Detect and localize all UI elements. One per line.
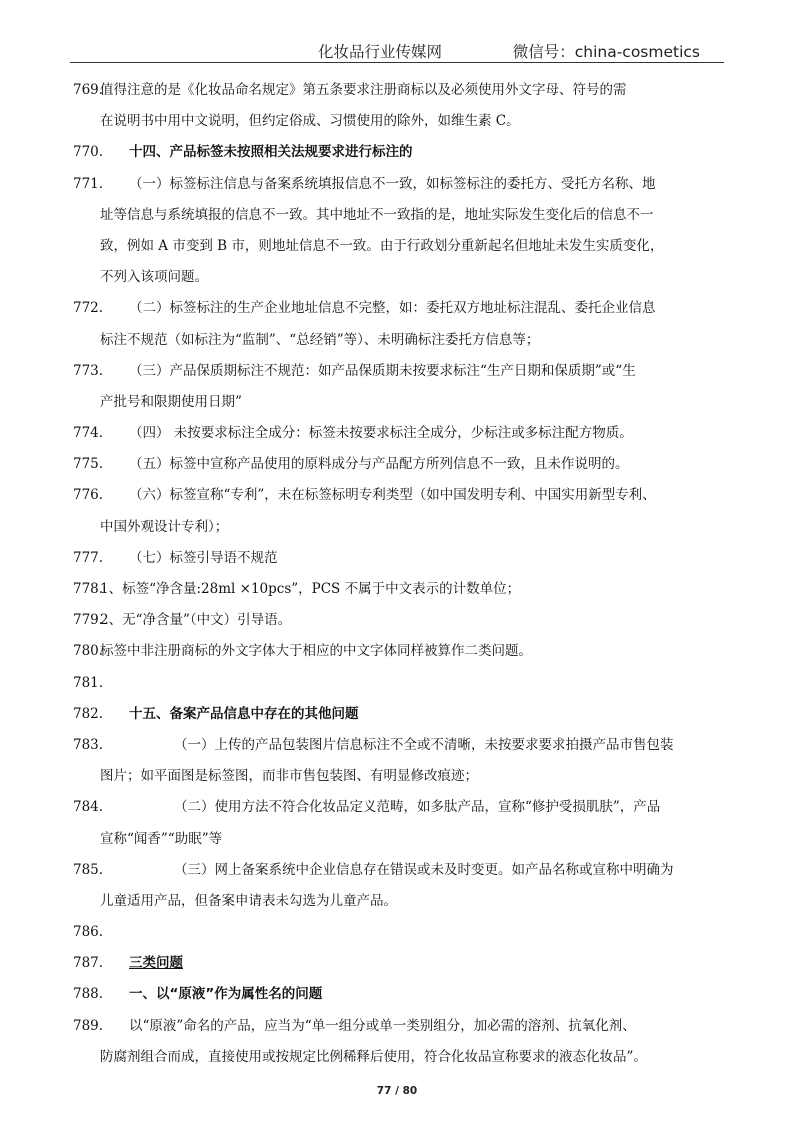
line-text: （七）标签引导语不规范 — [129, 549, 278, 566]
document-line — [0, 106, 794, 137]
line-text: 致，例如 A 市变到 B 市，则地址信息不一致。由于行政划分重新起名但地址未发生实质变化， — [100, 237, 664, 254]
document-line — [0, 605, 794, 636]
line-number: 773. — [73, 362, 104, 379]
line-text: 1、标签“净含量:28ml ×10pcs”，PCS 不属于中文表示的计数单位； — [100, 581, 521, 597]
document-line — [0, 231, 794, 262]
line-text: 防腐剂组合而成，直接使用或按规定比例稀释后使用，符合化妆品宣称要求的液态化妆品”。 — [100, 1048, 647, 1065]
line-text: （三）产品保质期标注不规范：如产品保质期未按要求标注“生产日期和保质期”或“生 — [129, 362, 636, 379]
line-number: 770. — [73, 144, 104, 161]
line-number: 789. — [73, 1017, 104, 1034]
document-line — [0, 730, 794, 761]
line-number: 781. — [73, 674, 104, 691]
line-number: 771. — [73, 175, 104, 192]
line-number: 778. — [73, 581, 104, 597]
document-line — [0, 262, 794, 293]
line-text: 值得注意的是《化妆品命名规定》第五条要求注册商标以及必须使用外文字母、符号的需 — [100, 82, 627, 98]
document-line — [0, 449, 794, 480]
line-text: （二）使用方法不符合化妆品定义范畴，如多肽产品，宣称“修护受损肌肤”，产品 — [174, 799, 661, 816]
page-number: 77 — [376, 1085, 392, 1097]
document-line — [0, 543, 794, 574]
document-line — [0, 636, 794, 667]
document-line — [0, 948, 794, 979]
line-text: 不列入该项问题。 — [100, 269, 208, 286]
line-text: （五）标签中宣称产品使用的原料成分与产品配方所列信息不一致，且未作说明的。 — [129, 456, 629, 473]
line-text: （一）标签标注信息与备案系统填报信息不一致，如标签标注的委托方、受托方名称、地 — [129, 175, 656, 192]
line-number: 772. — [73, 300, 104, 317]
page-header — [70, 38, 724, 63]
line-number: 780. — [73, 643, 104, 660]
line-number: 775. — [73, 456, 104, 473]
line-text: 标签中非注册商标的外文字体大于相应的中文字体同样被算作二类问题。 — [100, 643, 532, 660]
document-line — [0, 761, 794, 792]
line-text: 儿童适用产品，但备案申请表未勾选为儿童产品。 — [100, 892, 397, 909]
line-text: （四） 未按要求标注全成分：标签未按要求标注全成分，少标注或多标注配方物质。 — [129, 425, 633, 442]
document-line — [0, 574, 794, 605]
document-line — [0, 169, 794, 200]
line-text: （一）上传的产品包装图片信息标注不全或不清晰，未按要求要求拍摄产品市售包装 — [174, 736, 674, 753]
line-text: （三）网上备案系统中企业信息存在错误或未及时变更。如产品名称或宣称中明确为 — [174, 861, 674, 878]
document-line — [0, 325, 794, 356]
document-line — [0, 1042, 794, 1073]
section-heading: 十四、产品标签未按照相关法规要求进行标注的 — [129, 144, 413, 161]
document-line — [0, 356, 794, 387]
document-line — [0, 668, 794, 699]
document-line — [0, 979, 794, 1010]
section-heading: 三类问题 — [129, 955, 183, 972]
document-line — [0, 480, 794, 511]
line-text: 宣称“闻香”“助眠”等 — [100, 830, 223, 847]
line-number: 788. — [73, 986, 104, 1003]
line-text: （六）标签宣称“专利”，未在标签标明专利类型（如中国发明专利、中国实用新型专利、 — [129, 487, 656, 504]
section-heading: 十五、备案产品信息中存在的其他问题 — [129, 705, 359, 722]
document-line — [0, 75, 794, 106]
line-text: 图片；如平面图是标签图，而非市售包装图、有明显修改痕迹； — [100, 768, 478, 785]
document-line — [0, 418, 794, 449]
document-line — [0, 917, 794, 948]
document-line — [0, 886, 794, 917]
line-text: （二）标签标注的生产企业地址信息不完整，如：委托双方地址标注混乱、委托企业信息 — [129, 300, 656, 317]
header-site-name: 化妆品行业传媒网 — [318, 43, 443, 61]
line-text: 标注不规范（如标注为“监制”、“总经销”等）、未明确标注委托方信息等； — [100, 331, 540, 348]
line-number: 774. — [73, 425, 104, 442]
document-line — [0, 293, 794, 324]
document-line — [0, 387, 794, 418]
line-number: 776. — [73, 487, 104, 504]
line-text: 在说明书中用中文说明，但约定俗成、习惯使用的除外，如维生素 C。 — [100, 113, 520, 130]
page-total: 80 — [402, 1085, 418, 1097]
document-line — [0, 512, 794, 543]
line-text: 中国外观设计专利）； — [100, 518, 229, 535]
document-line — [0, 792, 794, 823]
document-line — [0, 699, 794, 730]
document-line — [0, 824, 794, 855]
header-wechat-id: 微信号：china-cosmetics — [512, 43, 700, 61]
document-line — [0, 1011, 794, 1042]
line-number: 777. — [73, 549, 104, 566]
line-number: 786. — [73, 924, 104, 941]
line-number: 785. — [73, 861, 104, 878]
document-body — [0, 75, 794, 1073]
line-number: 783. — [73, 736, 104, 753]
line-number: 769. — [73, 82, 104, 98]
line-text: 产批号和限期使用日期” — [100, 393, 242, 410]
line-number: 787. — [73, 955, 104, 972]
document-line — [0, 855, 794, 886]
line-number: 779. — [73, 612, 104, 629]
line-number: 782. — [73, 705, 104, 722]
document-line — [0, 200, 794, 231]
document-line — [0, 137, 794, 168]
line-number: 784. — [73, 799, 104, 816]
line-text: 以“原液”命名的产品，应当为“单一组分或单一类别组分，加必需的溶剂、抗氧化剂、 — [129, 1017, 636, 1034]
page-footer: 77 / 80 — [376, 1085, 418, 1097]
line-text: 址等信息与系统填报的信息不一致。其中地址不一致指的是，地址实际发生变化后的信息不一 — [100, 206, 654, 223]
section-heading: 一、以“原液”作为属性名的问题 — [129, 986, 323, 1003]
line-text: 2、无“净含量”（中文）引导语。 — [100, 612, 292, 629]
